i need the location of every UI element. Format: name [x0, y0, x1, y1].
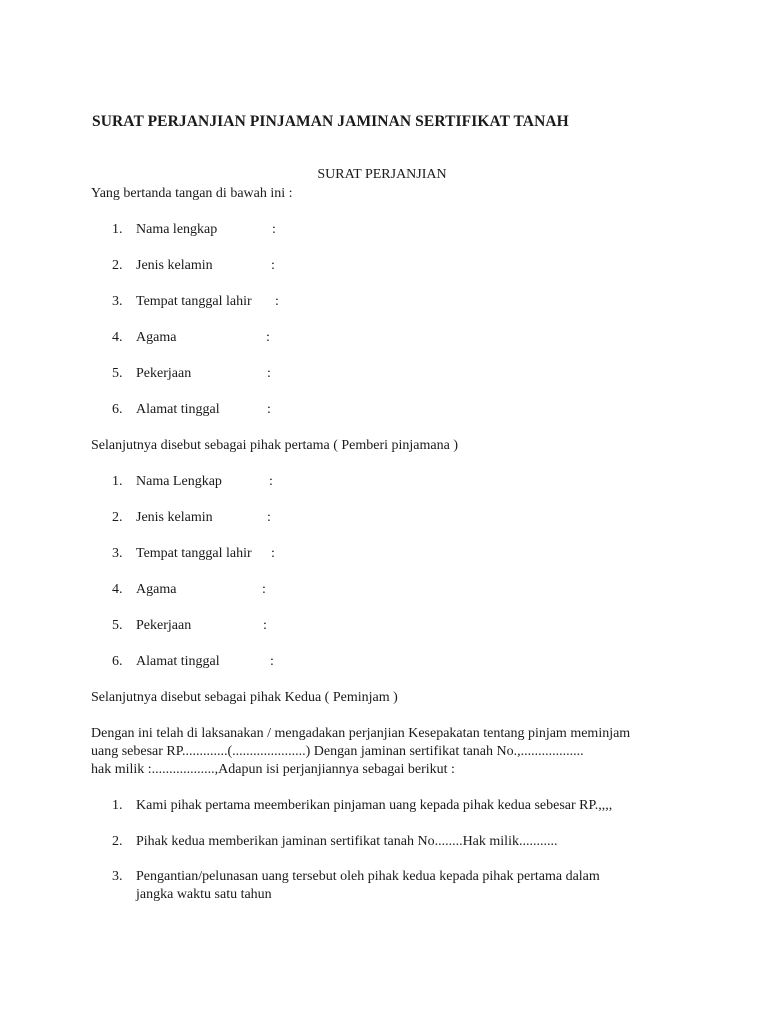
subtitle-text: SURAT PERJANJIAN	[317, 167, 447, 182]
clause-number: 3.	[112, 869, 123, 884]
field-label: Alamat tinggal	[136, 402, 220, 417]
intro-text: Yang bertanda tangan di bawah ini :	[91, 186, 293, 201]
field-label: Agama	[136, 330, 177, 345]
field-number: 2.	[112, 510, 123, 525]
party1-note: Selanjutnya disebut sebagai pihak pertama ( Pemberi pinjamana )	[91, 438, 458, 453]
field-colon: :	[266, 330, 270, 345]
field-colon: :	[263, 618, 267, 633]
field-number: 5.	[112, 618, 123, 633]
agreement-line-1: Dengan ini telah di laksanakan / mengadakan perjanjian Kesepakatan tentang pinjam meminjam	[91, 726, 631, 741]
field-number: 6.	[112, 402, 123, 417]
field-number: 1.	[112, 474, 123, 489]
field-label: Agama	[136, 582, 177, 597]
clause-line: Pengantian/pelunasan uang tersebut oleh pihak kedua kepada pihak pertama dalam	[136, 869, 600, 884]
field-label: Nama Lengkap	[136, 474, 222, 489]
clause-line: Kami pihak pertama meemberikan pinjaman uang kepada pihak kedua sebesar RP.,,,,	[136, 798, 613, 813]
field-colon: :	[269, 474, 273, 489]
field-colon: :	[262, 582, 266, 597]
agreement-line-3: hak milik :..................,Adapun isi perjanjiannya sebagai berikut :	[91, 762, 455, 777]
field-colon: :	[270, 654, 274, 669]
field-label: Tempat tanggal lahir	[136, 294, 252, 309]
field-colon: :	[275, 294, 279, 309]
clause-number: 2.	[112, 834, 123, 849]
document-subtitle	[0, 167, 768, 183]
field-number: 3.	[112, 294, 123, 309]
field-number: 4.	[112, 330, 123, 345]
field-number: 4.	[112, 582, 123, 597]
field-label: Pekerjaan	[136, 618, 192, 633]
field-number: 6.	[112, 654, 123, 669]
clause-text	[136, 868, 676, 904]
field-colon: :	[271, 258, 275, 273]
clause-line: Pihak kedua memberikan jaminan sertifikat tanah No........Hak milik...........	[136, 834, 558, 849]
party2-note: Selanjutnya disebut sebagai pihak Kedua ( Peminjam )	[91, 690, 398, 705]
field-colon: :	[272, 222, 276, 237]
field-label: Alamat tinggal	[136, 654, 220, 669]
clause-line: jangka waktu satu tahun	[136, 887, 272, 902]
field-label: Tempat tanggal lahir	[136, 546, 252, 561]
field-number: 5.	[112, 366, 123, 381]
field-colon: :	[267, 402, 271, 417]
field-label: Jenis kelamin	[136, 258, 213, 273]
field-number: 1.	[112, 222, 123, 237]
document-title: SURAT PERJANJIAN PINJAMAN JAMINAN SERTIFIKAT TANAH	[92, 113, 569, 130]
field-colon: :	[267, 510, 271, 525]
clause-text	[136, 797, 676, 815]
field-colon: :	[271, 546, 275, 561]
field-colon: :	[267, 366, 271, 381]
agreement-line-2: uang sebesar RP.............(.....................) Dengan jaminan sertifikat tanah No.,..................	[91, 744, 584, 759]
clause-text	[136, 833, 676, 851]
field-number: 2.	[112, 258, 123, 273]
clause-number: 1.	[112, 798, 123, 813]
field-number: 3.	[112, 546, 123, 561]
field-label: Pekerjaan	[136, 366, 192, 381]
field-label: Nama lengkap	[136, 222, 218, 237]
field-label: Jenis kelamin	[136, 510, 213, 525]
